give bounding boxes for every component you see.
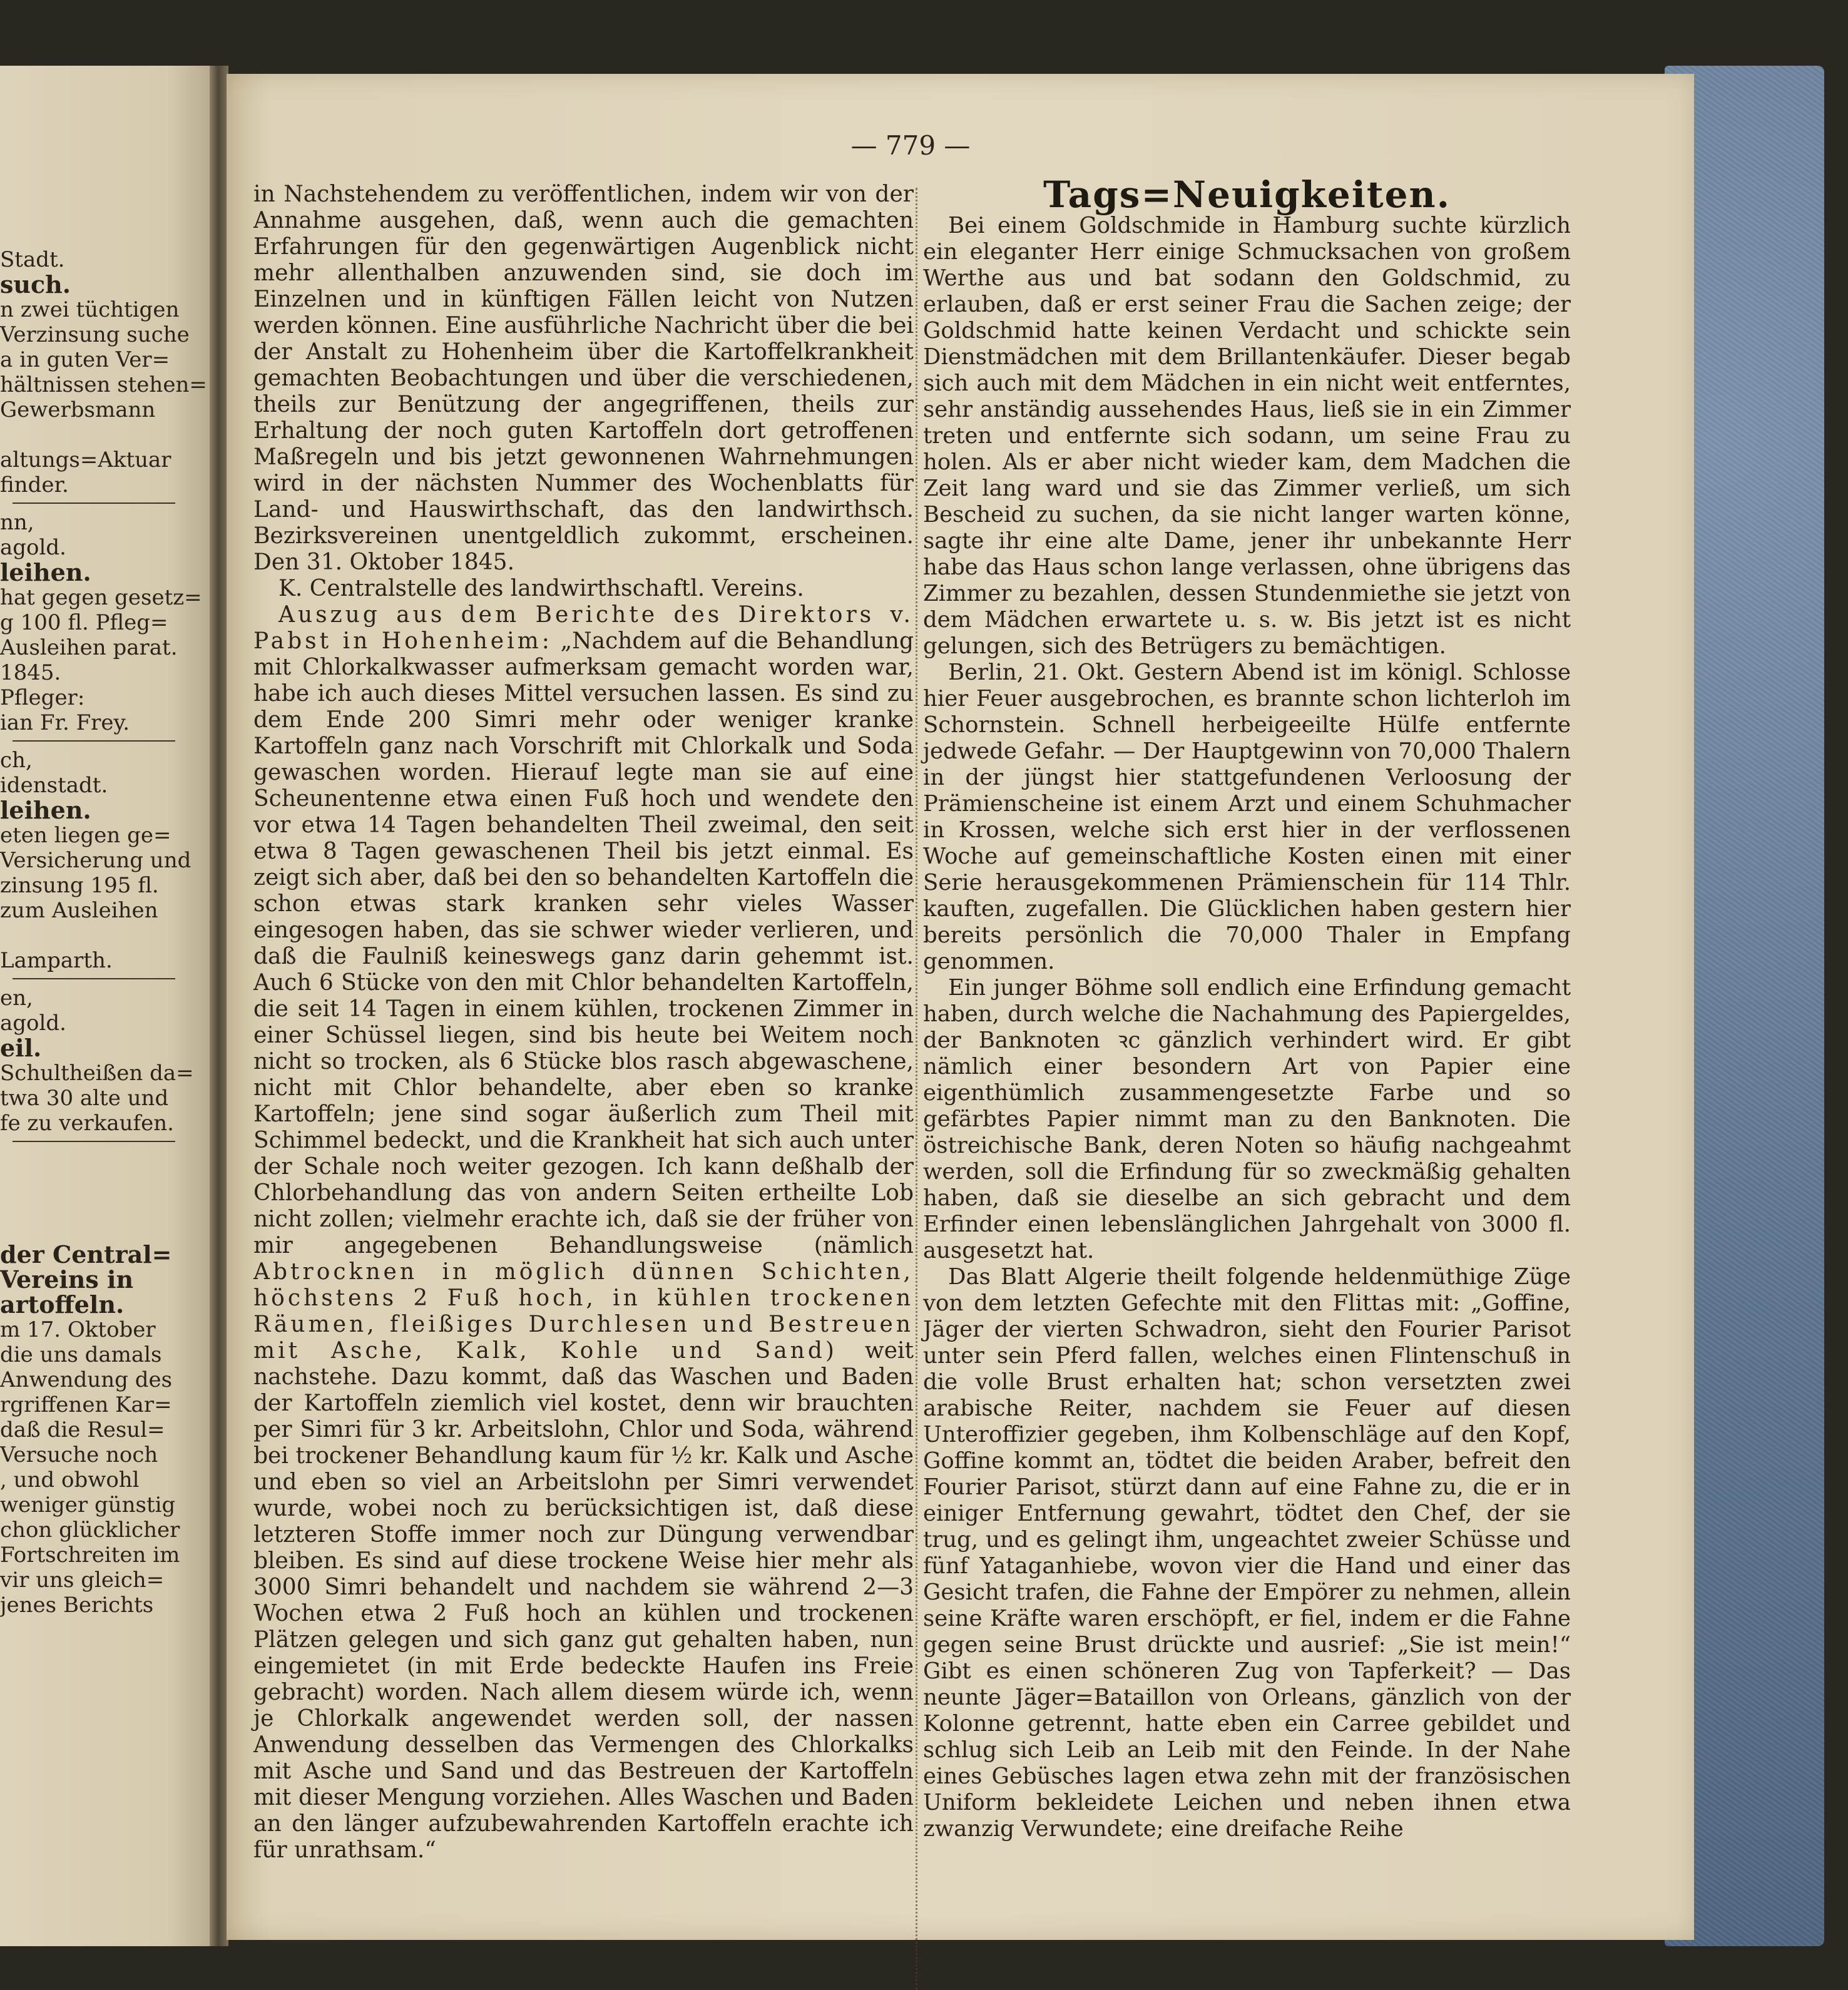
left-fragment-line: Anwendung des: [0, 1367, 173, 1392]
left-fragment-line: Stadt.: [0, 247, 65, 272]
news-heading: Tags=Neuigkeiten.: [1043, 173, 1451, 216]
left-fragment-line: finder.: [0, 472, 69, 498]
left-page-text-fragment: [0, 247, 207, 1618]
left-fragment-line: m 17. Oktober: [0, 1317, 156, 1342]
left-fragment-line: weniger günstig: [0, 1492, 176, 1518]
left-fragment-line: a in guten Ver=: [0, 347, 170, 372]
divider-rule: [13, 739, 175, 742]
news-item: Bei einem Goldschmide in Hamburg suchte kürzlich ein eleganter Herr einige Schmucksachen von großem Werthe aus und bat sodann den Goldschmid, zu erlauben, daß er erst seiner Frau die Sachen zeige; der Goldschmid hatte keinen Verdacht und schickte sein Dienstmädchen mit dem Brillantenkäufer. Dieser begab sich auch mit dem Mädchen in ein nicht weit entferntes, sehr anständig aussehendes Haus, ließ sie in ein Zimmer treten und entfernte sich sodann, um seine Frau zu holen. Als er aber nicht wieder kam, dem Madchen die Zeit lang ward und sie das Zimmer verließ, um sich Bescheid zu suchen, da sie nicht langer warten könne, sagte ihr eine alte Dame, jener ihr unbekannte Herr habe das Haus schon lange verlassen, ohne übrigens das Zimmer zu bezahlen, dessen Stundenmiethe sie jetzt von dem Mädchen erwartete u. s. w. Bis jetzt ist es nicht gelungen, sich des Betrügers zu bemächtigen.: [923, 213, 1571, 659]
left-fragment-line: rgriffenen Kar=: [0, 1392, 172, 1417]
left-fragment-line: g 100 fl. Pfleg=: [0, 610, 168, 635]
report-lead: Auszug aus dem Berichte des Direktors v. Pabst in Hohenheim:: [253, 602, 914, 654]
left-fragment-line: leihen.: [0, 558, 91, 586]
left-fragment-line: Lamparth.: [0, 948, 113, 973]
divider-rule: [13, 977, 175, 979]
left-fragment-line: hat gegen gesetz=: [0, 585, 202, 610]
left-fragment-line: Ausleihen parat.: [0, 635, 178, 660]
left-fragment-line: [0, 422, 207, 447]
left-fragment-line: Vereins in: [0, 1265, 134, 1294]
left-fragment-line: agold.: [0, 535, 66, 560]
news-column-right: [923, 173, 1571, 1842]
left-fragment-line: Schultheißen da=: [0, 1061, 194, 1086]
left-fragment-line: altungs=Aktuar: [0, 447, 171, 472]
book-gutter: [210, 66, 228, 1946]
page-number: — 779 —: [850, 130, 971, 161]
left-page: [0, 66, 210, 1946]
left-fragment-line: leihen.: [0, 796, 91, 824]
left-fragment-line: artoffeln.: [0, 1290, 125, 1319]
left-fragment-line: n zwei tüchtigen: [0, 297, 180, 322]
divider-rule: [13, 501, 175, 504]
report-emphasis: Abtrocknen in möglich dünnen Schichten, höchstens 2 Fuß hoch, in kühlen trockenen Räumen, fleißiges Durchlesen und Bestreuen mit Asche, Kalk, Kohle und Sand): [253, 1259, 914, 1364]
left-fragment-line: Gewerbsmann: [0, 397, 156, 422]
report-text-end: weit nachstehe. Dazu kommt, daß das Waschen und Baden der Kartoffeln ziemlich viel kostet, denn wir brauchten per Simri für 3 kr. Arbeitslohn, Chlor und Soda, während bei trockener Behandlung kaum für ½ kr. Kalk und Asche und eben so viel an Arbeitslohn per Simri verwendet wurde, wobei noch zu berücksichtigen ist, daß diese letzteren Stoffe immer noch zur Düngung verwendbar bleiben. Es sind auf diese trockene Weise hier mehr als 3000 Simri behandelt und nachdem sie während 2—3 Wochen etwa 2 Fuß hoch an kühlen und trockenen Plätzen gelegen und sich ganz gut gehalten haben, nun eingemietet (in mit Erde bedeckte Haufen ins Freie gebracht) worden. Nach allem diesem würde ich, wenn je Chlorkalk angewendet werden soll, der nassen Anwendung desselben das Vermengen des Chlorkalks mit Asche und Sand und das Bestreuen der Kartoffeln mit dieser Mengung vorziehen. Alles Waschen und Baden an den länger aufzubewahrenden Kartoffeln erachte ich für unrathsam.“: [253, 1338, 914, 1863]
left-fragment-line: nn,: [0, 510, 34, 535]
divider-rule: [13, 1140, 175, 1142]
left-fragment-line: vir uns gleich=: [0, 1568, 165, 1593]
left-fragment-line: hältnissen stehen=: [0, 372, 207, 397]
left-fragment-line: idenstadt.: [0, 773, 108, 798]
news-item: Ein junger Böhme soll endlich eine Erfindung gemacht haben, durch welche die Nachahmung des Papiergeldes, der Banknoten ꝛc gänzlich verhindert wird. Er gibt nämlich einer besondern Art von Papier eine eigenthümlich zusammengesetzte Farbe und so gefärbtes Papier nimmt man zu den Banknoten. Die östreichische Bank, deren Noten so häufig nachgeahmt werden, soll die Erfindung für so zweckmäßig gehalten haben, daß sie dieselbe an sich gebracht und dem Erfinder einen lebenslänglichen Jahrgehalt von 3000 fl. ausgesetzt hat.: [923, 975, 1571, 1263]
left-fragment-line: zinsung 195 fl.: [0, 873, 159, 898]
left-fragment-line: zum Ausleihen: [0, 898, 158, 923]
left-fragment-line: jenes Berichts: [0, 1593, 154, 1618]
column-separator: [916, 188, 919, 1990]
left-fragment-line: twa 30 alte und: [0, 1086, 169, 1111]
article-paragraph: [253, 602, 914, 1864]
left-fragment-line: die uns damals: [0, 1342, 162, 1367]
left-fragment-line: , und obwohl: [0, 1467, 140, 1492]
news-item: Das Blatt Algerie theilt folgende heldenmüthige Züge von dem letzten Gefechte mit den Flittas mit: „Goffine, Jäger der vierten Schwadron, sieht den Fourier Parisot unter sein Pferd fallen, welches einen Flintenschuß in die volle Brust erhalten hat; schon versetzten zwei arabische Reiter, nachdem sie Feuer auf diesen Unteroffizier gegeben, ihm Kolbenschläge auf den Kopf, Goffine kommt an, tödtet die beiden Araber, befreit den Fourier Parisot, stürzt dann auf eine Fahne zu, die er in einiger Entfernung gewahrt, tödtet den Chef, der sie trug, und es gelingt ihm, ungeachtet zweier Schüsse und fünf Yataganhiebe, wovon vier die Hand und einer das Gesicht trafen, die Fahne der Empörer zu nehmen, allein seine Kräfte waren erschöpft, er fiel, indem er die Fahne gegen seine Brust drückte und ausrief: „Sie ist mein!“ Gibt es einen schöneren Zug von Tapferkeit? — Das neunte Jäger=Bataillon von Orleans, gänzlich von der Kolonne getrennt, hatte eben ein Carree gebildet und schlug sich Leib an Leib mit den Feinde. In der Nahe eines Gebüsches lagen etwa zehn mit der französischen Uniform bekleidete Leichen und neben ihnen etwa zwanzig Verwundete; eine dreifache Reihe: [923, 1264, 1571, 1842]
left-fragment-line: agold.: [0, 1011, 66, 1036]
article-signature: K. Centralstelle des landwirthschaftl. Vereins.: [278, 576, 804, 601]
left-fragment-line: [0, 1148, 207, 1242]
left-fragment-line: Versuche noch: [0, 1442, 158, 1467]
left-fragment-line: ian Fr. Frey.: [0, 710, 130, 735]
article-paragraph: in Nachstehendem zu veröffentlichen, indem wir von der Annahme ausgehen, daß, wenn auch die gemachten Erfahrungen für den gegenwärtigen Augenblick nicht mehr allenthalben anzuwenden sind, sie doch im Einzelnen und in künftigen Fällen leicht von Nutzen werden können. Eine ausführliche Nachricht über die bei der Anstalt zu Hohenheim über die Kartoffelkrankheit gemachten Beobachtungen und über die verschiedenen, theils zur Benützung der angegriffenen, theils zur Erhaltung der noch guten Kartoffeln dort getroffenen Maßregeln und bis jetzt gewonnenen Wahrnehmungen wird in der nächsten Nummer des Wochenblatts für Land- und Hauswirthschaft, das den landwirthsch. Bezirksvereinen unentgeldlich zukommt, erscheinen. Den 31. Oktober 1845.: [253, 181, 914, 575]
article-column-left: [253, 181, 914, 1864]
left-fragment-line: en,: [0, 986, 33, 1011]
left-fragment-line: such.: [0, 270, 71, 298]
news-item: Berlin, 21. Okt. Gestern Abend ist im königl. Schlosse hier Feuer ausgebrochen, es brannte schon lichterloh im Schornstein. Schnell herbeigeeilte Hülfe entfernte jedwede Gefahr. — Der Hauptgewinn von 70,000 Thalern in der jüngst hier stattgefundenen Verloosung der Prämienscheine ist einem Arzt und einem Schuhmacher in Krossen, welche sich erst hier in der verflossenen Woche auf gemeinschaftliche Kosten einen mit einer Serie herausgekommenen Prämienschein für 114 Thlr. kauften, zugefallen. Die Glücklichen haben gestern hier bereits persönlich die 70,000 Thaler in Empfang genommen.: [923, 660, 1571, 974]
left-fragment-line: eten liegen ge=: [0, 823, 171, 848]
left-fragment-line: Versicherung und: [0, 848, 191, 873]
left-fragment-line: der Central=: [0, 1240, 172, 1268]
left-fragment-line: [0, 923, 207, 948]
left-fragment-line: Fortschreiten im: [0, 1543, 180, 1568]
left-fragment-line: daß die Resul=: [0, 1417, 165, 1442]
left-fragment-line: fe zu verkaufen.: [0, 1111, 174, 1136]
report-text: „Nachdem auf die Behandlung mit Chlorkalkwasser aufmerksam gemacht worden war, habe ich auch dieses Mittel versuchen lassen. Es sind zu dem Ende 200 Simri mehr oder weniger kranke Kartoffeln ganz nach Vorschrift mit Chlorkalk und Soda gewaschen worden. Hierauf legte man sie auf eine Scheunentenne etwa einen Fuß hoch und wendete den vor etwa 14 Tagen behandelten Theil zweimal, den seit etwa 8 Tagen gewaschenen Theil bis jetzt einmal. Es zeigt sich aber, daß bei den so behandelten Kartoffeln die schon etwas stark kranken sehr vieles Wasser eingesogen haben, das sie schwer wieder verlieren, und daß die Faulniß keineswegs ganz darin gehemmt ist. Auch 6 Stücke von den mit Chlor behandelten Kartoffeln, die seit 14 Tagen in einem kühlen, trockenen Zimmer in einer Schüssel liegen, sind bis heute bei Weitem noch nicht so trocken, als 6 Stücke blos rasch abgewaschene, nicht mit Chlor behandelte, aber eben so kranke Kartoffeln; jene sind sogar äußerlich zum Theil mit Schimmel bedeckt, und die Krankheit hat sich auch unter der Schale noch weiter gezogen. Ich kann deßhalb der Chlorbehandlung das von andern Seiten ertheilte Lob nicht zollen; vielmehr erachte ich, daß sie der früher von mir angegebenen Behandlungsweise (nämlich: [253, 628, 914, 1258]
left-fragment-line: ch,: [0, 748, 33, 773]
left-fragment-line: Verzinsung suche: [0, 322, 190, 347]
left-fragment-line: eil.: [0, 1034, 42, 1062]
left-fragment-line: Pfleger:: [0, 685, 85, 710]
left-fragment-line: chon glücklicher: [0, 1518, 180, 1543]
left-fragment-line: 1845.: [0, 660, 61, 685]
